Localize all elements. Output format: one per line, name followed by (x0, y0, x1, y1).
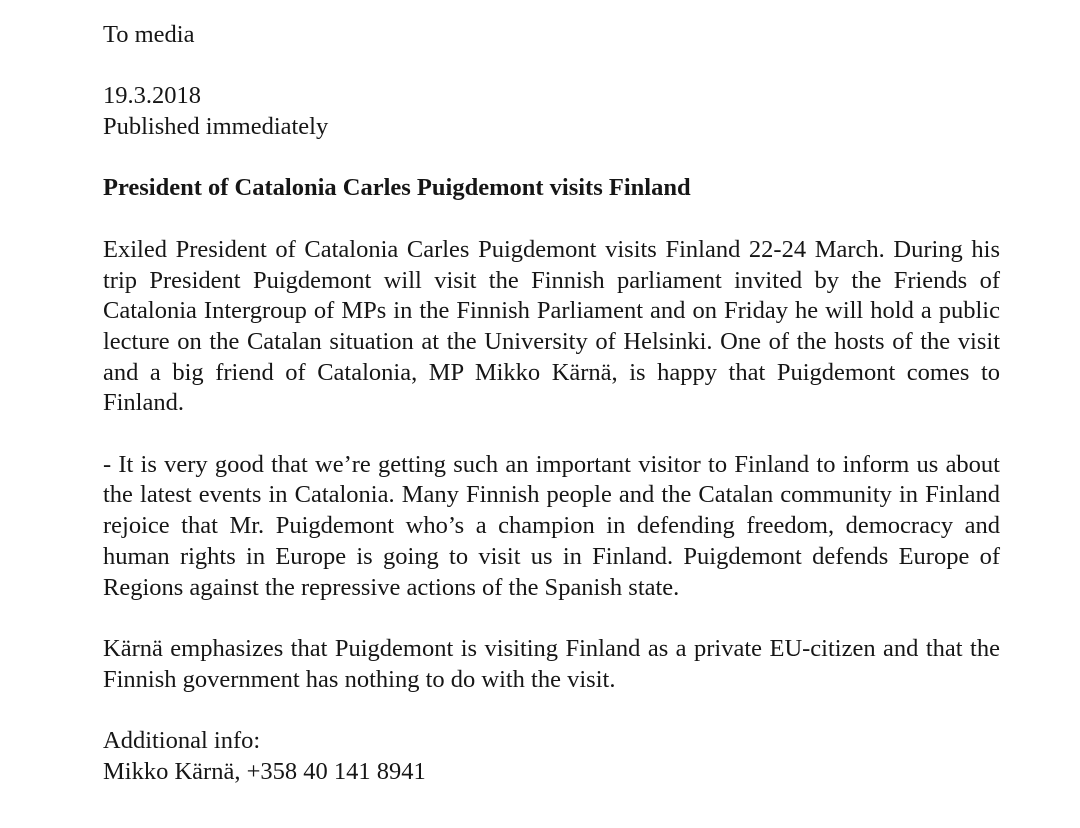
body-paragraph-note: Kärnä emphasizes that Puigdemont is visiting Finland as a private EU-citizen and that the Finnish government has nothing to do with the visit. (103, 634, 1000, 693)
contact-line: Mikko Kärnä, +358 40 141 8941 (103, 757, 426, 785)
spacer (103, 695, 1000, 726)
spacer (103, 204, 1000, 235)
body-paragraph-quote: - It is very good that we’re getting such an important visitor to Finland to inform us about the latest events in Catalonia. Many Finnish people and the Catalan community in Finland rejoice that Mr. Puigdemont who’s a champion in defending freedom, democracy and human rights in Europe is going to visit us in Finland. Puigdemont defends Europe of Regions against the repressive actions of the Spanish state. (103, 450, 1000, 601)
contact-label: Additional info: (103, 727, 261, 755)
body-paragraph-intro: Exiled President of Catalonia Carles Puigdemont visits Finland 22-24 March. During his trip President Puigdemont will visit the Finnish parliament invited by the Friends of Catalonia Intergroup of MPs in the Finnish Parliament and on Friday he will hold a public lecture on the Catalan situation at the University of Helsinki. One of the hosts of the visit and a big friend of Catalonia, MP Mikko Kärnä, is happy that Puigdemont comes to Finland. (103, 235, 1000, 417)
spacer (103, 419, 1000, 450)
headline: President of Catalonia Carles Puigdemont visits Finland (103, 174, 691, 202)
spacer (103, 143, 1000, 174)
publish-note: Published immediately (103, 113, 329, 141)
spacer (103, 603, 1000, 634)
spacer (103, 51, 1000, 82)
addressee-line: To media (103, 21, 195, 48)
press-release-document (103, 20, 1000, 787)
date-line: 19.3.2018 (103, 82, 201, 110)
